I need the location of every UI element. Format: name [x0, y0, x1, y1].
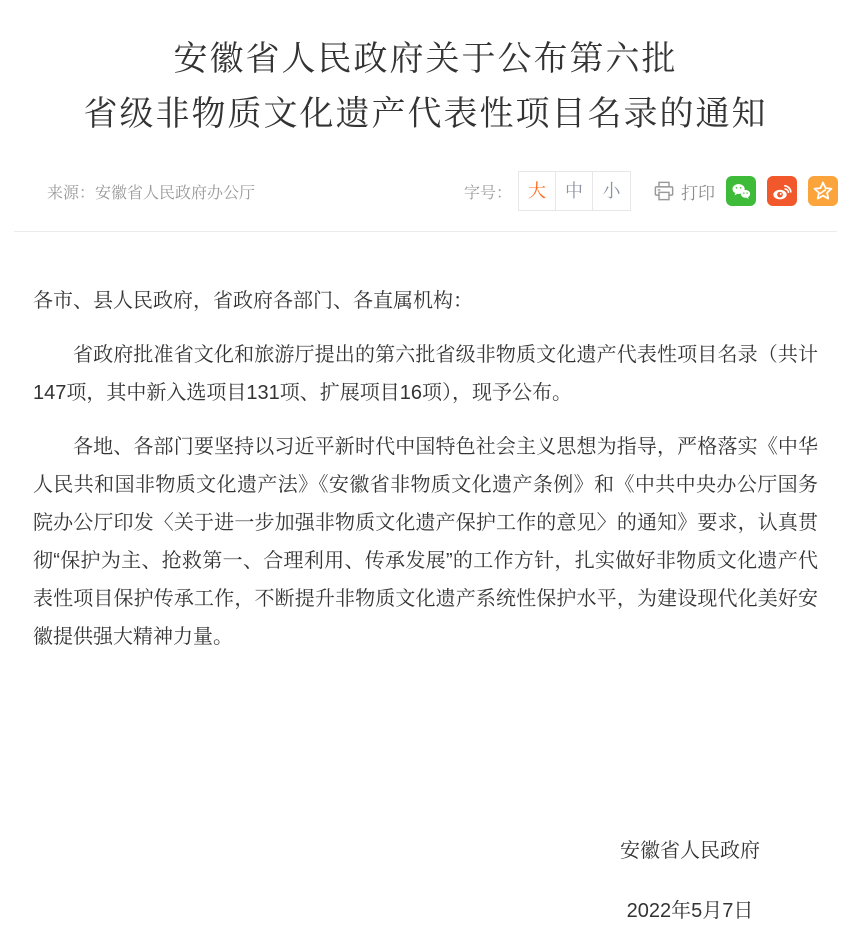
font-size-button-group [518, 171, 631, 211]
print-button[interactable] [653, 179, 715, 204]
body-paragraph-2: 各地、各部门要坚持以习近平新时代中国特色社会主义思想为指导，严格落实《中华人民共和国非物质文化遗产法》《安徽省非物质文化遗产条例》和《中共中央办公厅国务院办公厅印发〈关于进一步加强非物质文化遗产保护工作的意见〉的通知》要求，认真贯彻“保护为主、抢救第一、合理利用、传承发展”的工作方针，扎实做好非物质文化遗产代表性项目保护传承工作，不断提升非物质文化遗产系统性保护水平，为建设现代化美好安徽提供强大精神力量。 [33, 436, 818, 648]
qzone-star-icon [811, 179, 835, 203]
font-size-medium-button[interactable]: 中 [556, 172, 593, 210]
font-size-large-button[interactable]: 大 [519, 172, 556, 210]
font-size-small-button[interactable]: 小 [593, 172, 630, 210]
page-title-line-1: 安徽省人民政府关于公布第六批 [173, 40, 678, 78]
page-title [0, 0, 851, 142]
salutation-paragraph: 各市、县人民政府，省政府各部门、各直属机构： [33, 290, 473, 312]
signature-area [0, 832, 851, 930]
body-paragraph-1: 省政府批准省文化和旅游厅提出的第六批省级非物质文化遗产代表性项目名录（共计147项，其中新入选项目131项、扩展项目16项），现予公布。 [33, 344, 818, 404]
wechat-share-button[interactable] [726, 176, 756, 206]
signature-date: 2022年5月7日 [626, 900, 754, 922]
source-label: 来源：安徽省人民政府办公厅 [47, 184, 256, 202]
qzone-share-button[interactable] [808, 176, 838, 206]
article-toolbar [464, 171, 838, 211]
article-body [0, 232, 851, 656]
page-title-line-2: 省级非物质文化遗产代表性项目名录的通知 [83, 95, 768, 133]
wechat-icon [729, 179, 753, 203]
weibo-share-button[interactable] [767, 176, 797, 206]
font-size-label: 字号： [463, 184, 512, 202]
article-meta-bar [0, 172, 851, 210]
weibo-icon [770, 179, 794, 203]
signature-org: 安徽省人民政府 [620, 840, 760, 862]
printer-icon [653, 181, 681, 201]
print-label: 打印 [681, 183, 715, 203]
